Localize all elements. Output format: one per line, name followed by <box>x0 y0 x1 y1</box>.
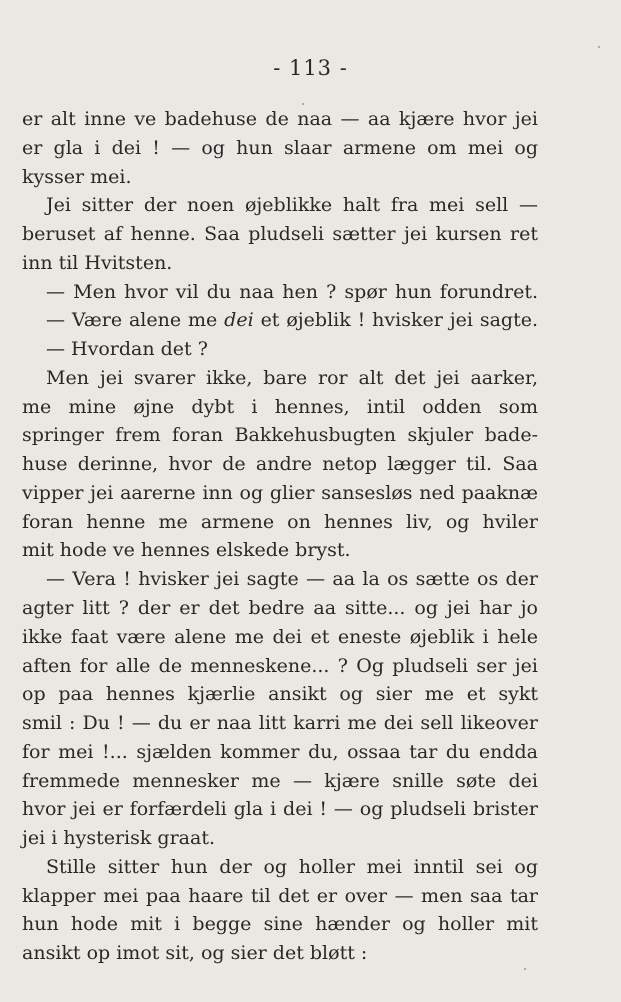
text-line: ansikt op imot sit, og sier det bløtt : <box>22 942 368 965</box>
text-line: jei i hysterisk graat. <box>22 827 216 850</box>
text-line: er alt inne ve badehuse de naa — aa kjære hvor jei <box>22 108 538 130</box>
text-line: vipper jei aarerne inn og glier sansesløs ned paaknæ <box>22 481 538 504</box>
text-line: — Men hvor vil du naa hen ? spør hun forundret. <box>46 280 538 303</box>
page-number: - 113 - <box>273 56 348 80</box>
text-line: foran henne me armene on hennes liv, og hviler <box>22 510 538 533</box>
text-line: for mei !... sjælden kommer du, ossaa tar du endda <box>22 740 538 763</box>
text-line: me mine øjne dybt i hennes, intil odden som <box>22 395 538 418</box>
text-line: hun hode mit i begge sine hænder og holler mit <box>22 913 538 936</box>
text-line: smil : Du ! — du er naa litt karri me dei sell likeover <box>22 712 538 735</box>
text-line: agter litt ? der er det bedre aa sitte... og jei har jo <box>22 597 538 620</box>
text-line: huse derinne, hvor de andre netop lægger til. Saa <box>22 453 538 476</box>
text-line: Stille sitter hun der og holler mei inntil sei og <box>46 855 538 878</box>
body-text <box>22 105 538 968</box>
paper-speck <box>598 46 600 48</box>
text-line: — Vera ! hvisker jei sagte — aa la os sætte os der <box>46 568 538 591</box>
text-line: beruset af henne. Saa pludseli sætter jei kursen ret <box>22 223 538 246</box>
italic-word: dei <box>224 309 254 332</box>
text-line: kysser mei. <box>22 165 132 188</box>
text-line: er gla i dei ! — og hun slaar armene om mei og <box>22 136 538 159</box>
text-line-composite <box>22 306 538 335</box>
paper-speck <box>524 968 526 970</box>
paper-speck <box>302 103 304 105</box>
text-line: springer frem foran Bakkehusbugten skjuler bade- <box>22 424 538 447</box>
text-line: Jei sitter der noen øjeblikke halt fra mei sell — <box>46 194 538 217</box>
text-line: inn til Hvitsten. <box>22 251 173 274</box>
text-line: Men jei svarer ikke, bare ror alt det jei aarker, <box>46 366 538 389</box>
text-line: aften for alle de menneskene... ? Og pludseli ser jei <box>22 654 538 677</box>
text-segment: — Være alene me <box>46 309 218 332</box>
text-line: fremmede mennesker me — kjære snille søte dei <box>22 769 538 792</box>
text-segment: et øjeblik ! hvisker jei sagte. <box>260 309 539 332</box>
text-line: klapper mei paa haare til det er over — men saa tar <box>22 884 538 907</box>
text-line: ikke faat være alene me dei et eneste øjeblik i hele <box>22 625 538 648</box>
text-line: op paa hennes kjærlie ansikt og sier me et sykt <box>22 683 538 706</box>
text-line: mit hode ve hennes elskede bryst. <box>22 539 351 562</box>
text-line: — Hvordan det ? <box>46 338 208 361</box>
text-line: hvor jei er forfærdeli gla i dei ! — og pludseli brister <box>22 798 538 821</box>
